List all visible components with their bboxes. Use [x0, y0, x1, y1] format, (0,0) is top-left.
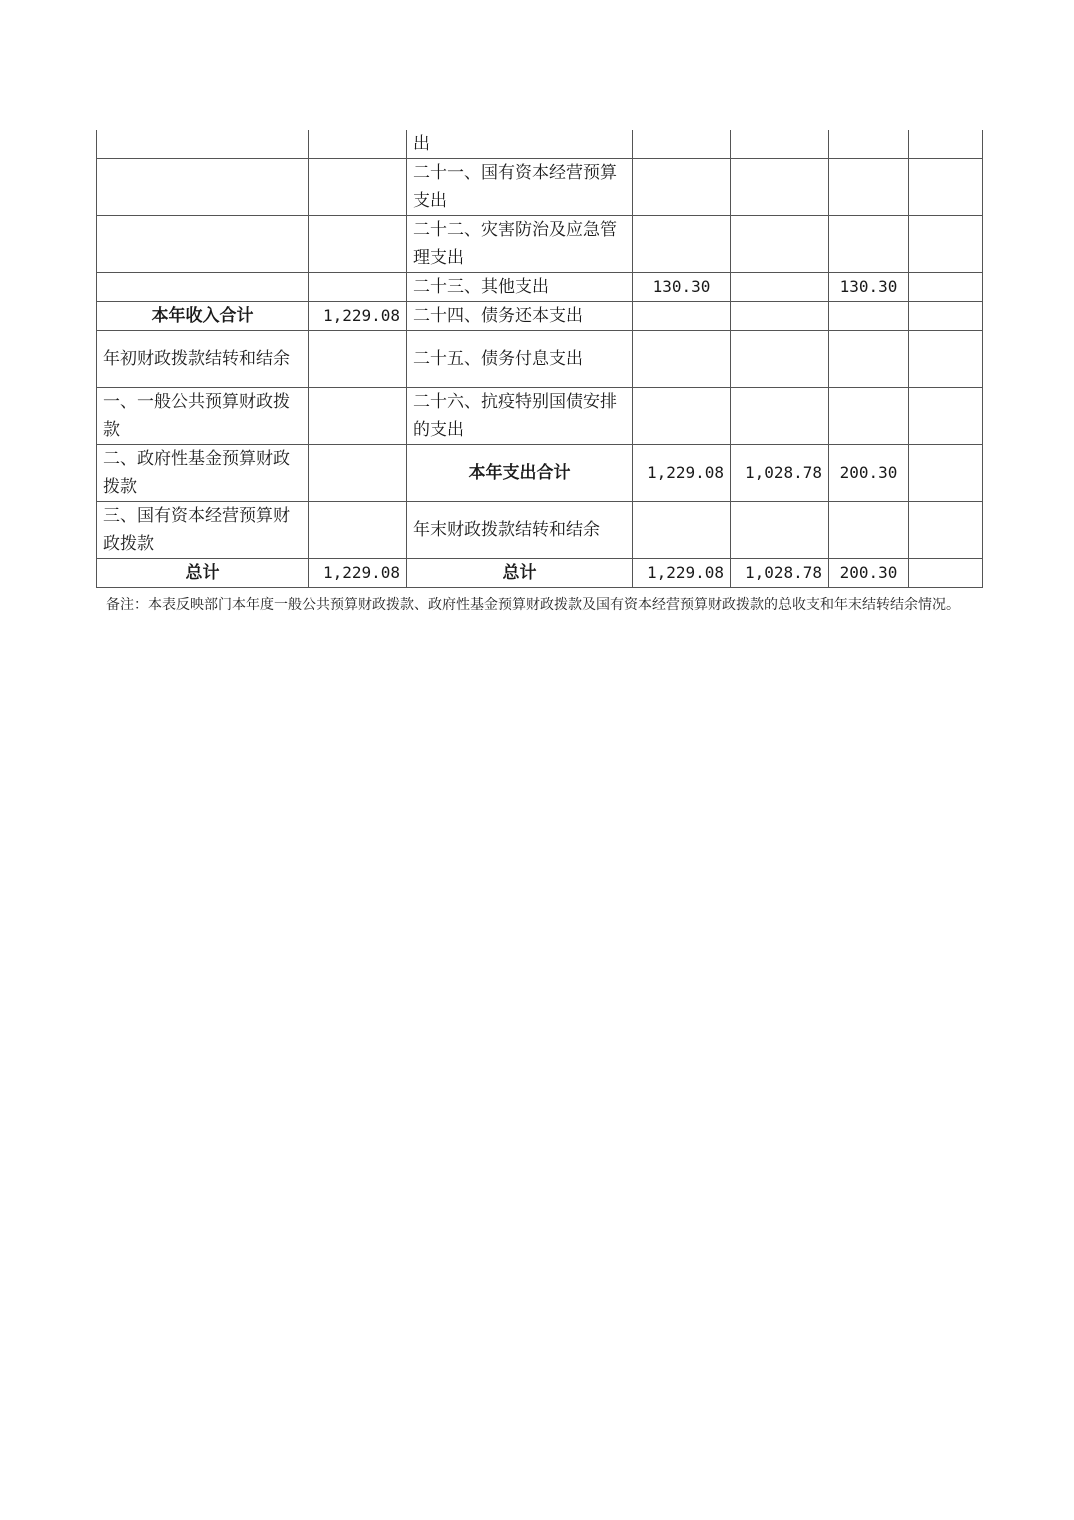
table-row — [97, 273, 983, 302]
expense-total — [633, 130, 731, 159]
income-amount — [309, 130, 407, 159]
expense-col-2 — [731, 502, 829, 559]
expense-total — [633, 502, 731, 559]
expense-col-4 — [909, 559, 983, 588]
expense-col-4 — [909, 302, 983, 331]
table-row — [97, 130, 983, 159]
expense-col-4 — [909, 130, 983, 159]
income-item: 年初财政拨款结转和结余 — [97, 331, 309, 388]
income-item: 二、政府性基金预算财政拨款 — [97, 445, 309, 502]
expense-col-2 — [731, 130, 829, 159]
income-amount — [309, 445, 407, 502]
expense-col-3 — [829, 216, 909, 273]
table-row — [97, 388, 983, 445]
expense-col-2: 1,028.78 — [731, 445, 829, 502]
table-row — [97, 216, 983, 273]
table-row — [97, 445, 983, 502]
expense-total: 130.30 — [633, 273, 731, 302]
expense-item: 二十六、抗疫特别国债安排的支出 — [407, 388, 633, 445]
income-amount: 1,229.08 — [309, 559, 407, 588]
income-item — [97, 273, 309, 302]
expense-item: 出 — [407, 130, 633, 159]
income-total-label: 本年收入合计 — [97, 302, 309, 331]
expense-col-2 — [731, 273, 829, 302]
expense-col-4 — [909, 445, 983, 502]
expense-total — [633, 216, 731, 273]
expense-total: 1,229.08 — [633, 445, 731, 502]
expense-item: 二十三、其他支出 — [407, 273, 633, 302]
expense-col-3 — [829, 159, 909, 216]
table-row — [97, 302, 983, 331]
expense-item: 二十四、债务还本支出 — [407, 302, 633, 331]
expense-item: 二十二、灾害防治及应急管理支出 — [407, 216, 633, 273]
expense-col-3 — [829, 502, 909, 559]
income-item: 三、国有资本经营预算财政拨款 — [97, 502, 309, 559]
income-item — [97, 159, 309, 216]
expense-col-3: 200.30 — [829, 445, 909, 502]
income-item — [97, 130, 309, 159]
expense-col-3 — [829, 130, 909, 159]
expense-col-3: 130.30 — [829, 273, 909, 302]
income-amount — [309, 331, 407, 388]
expense-col-3 — [829, 331, 909, 388]
expense-col-3: 200.30 — [829, 559, 909, 588]
fiscal-appropriation-table — [96, 130, 983, 588]
expense-total — [633, 331, 731, 388]
expense-col-4 — [909, 273, 983, 302]
expense-col-3 — [829, 388, 909, 445]
expense-col-4 — [909, 216, 983, 273]
table-footnote: 备注：本表反映部门本年度一般公共预算财政拨款、政府性基金预算财政拨款及国有资本经营预算财政拨款的总收支和年末结转结余情况。 — [106, 597, 960, 613]
income-amount — [309, 388, 407, 445]
expense-item: 二十五、债务付息支出 — [407, 331, 633, 388]
expense-total: 1,229.08 — [633, 559, 731, 588]
income-amount: 1,229.08 — [309, 302, 407, 331]
table-row — [97, 159, 983, 216]
expense-col-4 — [909, 502, 983, 559]
table-row — [97, 502, 983, 559]
expense-col-2 — [731, 302, 829, 331]
grand-total-expense-label: 总计 — [407, 559, 633, 588]
income-amount — [309, 159, 407, 216]
income-amount — [309, 502, 407, 559]
expense-col-4 — [909, 388, 983, 445]
expense-item: 年末财政拨款结转和结余 — [407, 502, 633, 559]
expense-total — [633, 159, 731, 216]
expense-item: 二十一、国有资本经营预算支出 — [407, 159, 633, 216]
income-amount — [309, 216, 407, 273]
grand-total-income-label: 总计 — [97, 559, 309, 588]
expense-col-4 — [909, 159, 983, 216]
expense-col-2 — [731, 216, 829, 273]
expense-total — [633, 388, 731, 445]
income-amount — [309, 273, 407, 302]
expense-col-2: 1,028.78 — [731, 559, 829, 588]
table-row — [97, 331, 983, 388]
income-item: 一、一般公共预算财政拨款 — [97, 388, 309, 445]
income-item — [97, 216, 309, 273]
table-row — [97, 559, 983, 588]
expense-col-2 — [731, 331, 829, 388]
expense-total — [633, 302, 731, 331]
expense-col-3 — [829, 302, 909, 331]
expense-total-label: 本年支出合计 — [407, 445, 633, 502]
expense-col-2 — [731, 388, 829, 445]
expense-col-2 — [731, 159, 829, 216]
expense-col-4 — [909, 331, 983, 388]
